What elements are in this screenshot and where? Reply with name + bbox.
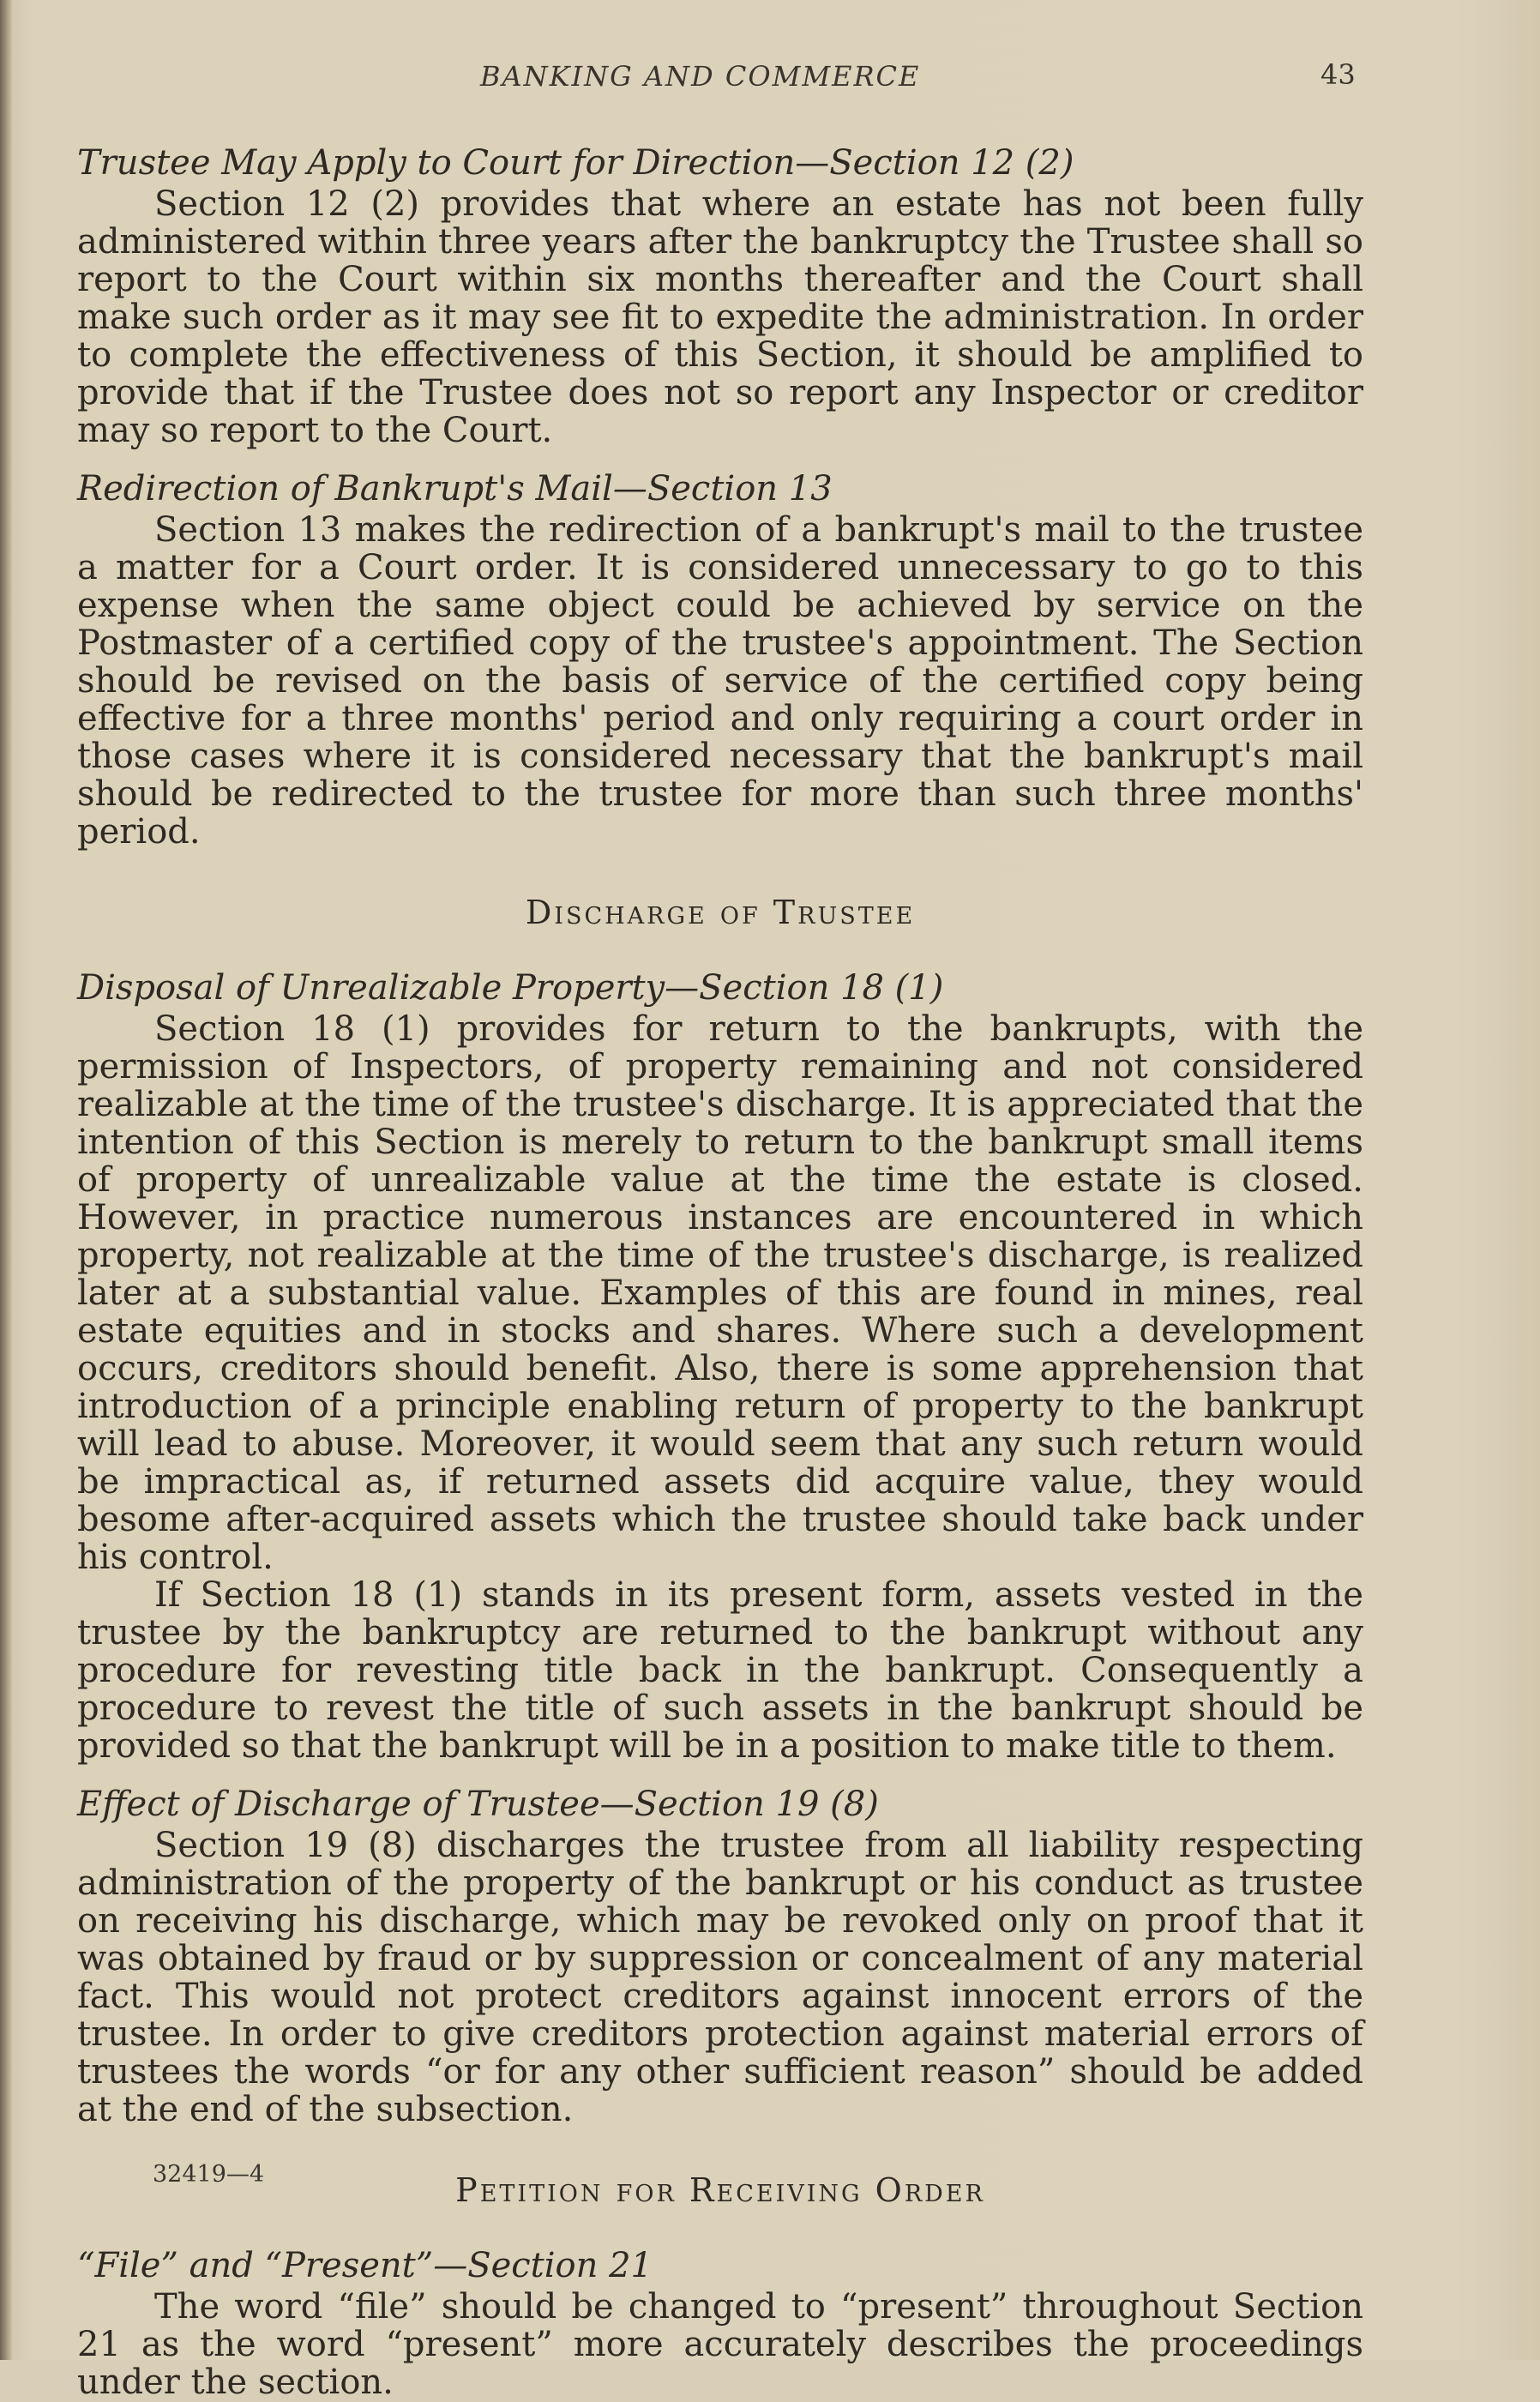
section-heading-13: Redirection of Bankrupt's Mail—Section 13 (77, 469, 833, 509)
running-header: BANKING AND COMMERCE (480, 60, 921, 93)
paragraph: Section 19 (8) discharges the trustee from all liability respecting administration of the property of the bankrupt or his conduct as trustee on receiving his discharge, which may be revoked only on proof that it was obtained by fraud or by suppression or concealment of any material fact. This would not protect creditors against innocent errors of the trustee. In order to give creditors protection against material errors of trustees the words “or for any other sufficient reason” should be added at the end of the subsection. (77, 1826, 1363, 2129)
page-body (77, 129, 1363, 2401)
paragraph: Section 13 makes the redirection of a bankrupt's mail to the trustee a matter for a Court order. It is considered unnecessary to go to this expense when the same object could be achieved by service on the Postmaster of a certified copy of the trustee's appointment. The Section should be revised on the basis of service of the certified copy being effective for a three months' period and only requiring a court order in those cases where it is considered necessary that the bankrupt's mail should be redirected to the trustee for more than such three months' period. (77, 510, 1363, 852)
paragraph: Section 18 (1) provides for return to the bankrupts, with the permission of Inspectors, of property remaining and not considered realizable at the time of the trustee's discharge. It is appreciated that the intention of this Section is merely to return to the bankrupt small items of property of unrealizable value at the time the estate is closed. However, in practice numerous instances are encountered in which property, not realizable at the time of the trustee's discharge, is realized later at a substantial value. Examples of this are found in mines, real estate equities and in stocks and shares. Where such a development occurs, creditors should benefit. Also, there is some apprehension that introduction of a principle enabling return of property to the bankrupt will lead to abuse. Moreover, it would seem that any such return would be impractical as, if returned assets did acquire value, they would besome after-acquired assets which the trustee should take back under his control. (77, 1009, 1363, 1577)
paragraph: Section 12 (2) provides that where an estate has not been fully administered within three years after the bankruptcy the Trustee shall so report to the Court within six months thereafter and the Court shall make such order as it may see fit to expedite the administration. In order to complete the effectiveness of this Section, it should be amplified to provide that if the Trustee does not so report any Inspector or creditor may so report to the Court. (77, 184, 1363, 450)
section-heading-21: “File” and “Present”—Section 21 (77, 2246, 653, 2285)
paragraph: If Section 18 (1) stands in its present form, assets vested in the trustee by the bankruptcy are returned to the bankrupt without any procedure for revesting title back in the bankrupt. Consequently a procedure to revest the title of such assets in the bankrupt should be provided so that the bankrupt will be in a position to make title to them. (77, 1575, 1363, 1766)
book-spine-shadow (0, 0, 12, 2360)
center-heading-discharge: Discharge of Trustee (525, 894, 916, 931)
center-heading-petition: Petition for Receiving Order (455, 2171, 985, 2209)
section-heading-18-1: Disposal of Unrealizable Property—Section 18 (1) (77, 968, 944, 1008)
section-heading-12-2: Trustee May Apply to Court for Direction—Section 12 (2) (77, 143, 1074, 183)
section-heading-19-8: Effect of Discharge of Trustee—Section 19 (8) (77, 1785, 879, 1824)
printer-code: 32419—4 (153, 2161, 265, 2188)
paragraph: The word “file” should be changed to “present” throughout Section 21 as the word “present” more accurately describes the proceedings under the section. (77, 2287, 1363, 2402)
page-number: 43 (1320, 58, 1356, 91)
